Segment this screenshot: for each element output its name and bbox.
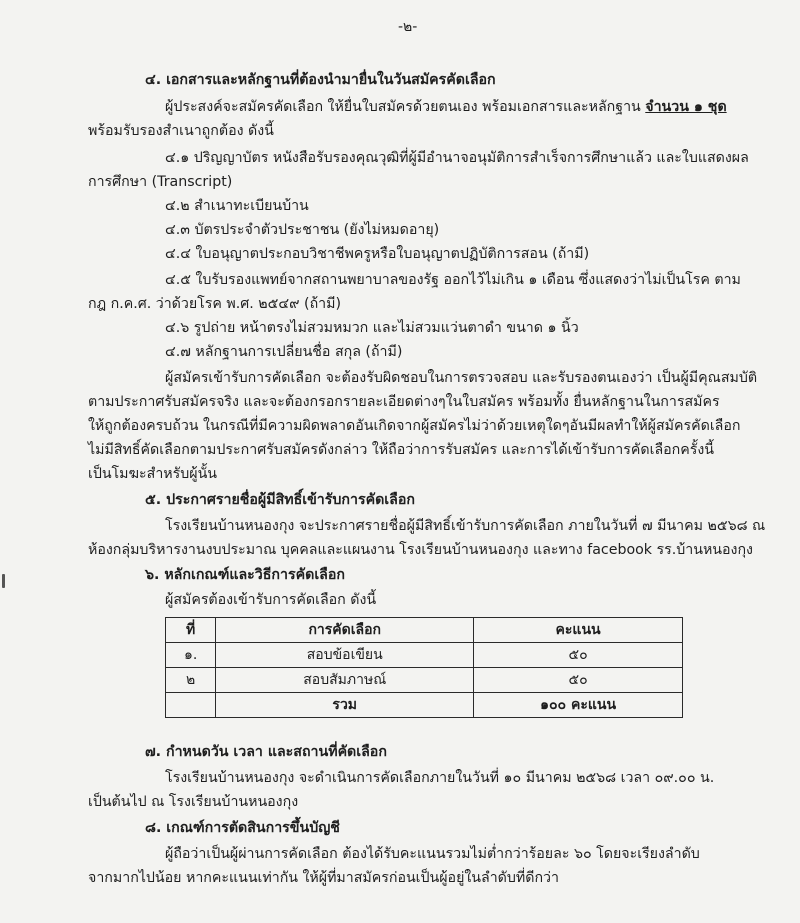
scoring-table — [165, 617, 683, 718]
row-score: ๕๐ — [474, 643, 683, 668]
section4-item3: ๔.๓ บัตรประจำตัวประชาชน (ยังไม่หมดอายุ) — [165, 222, 440, 238]
section4-paragraph-line2: ตามประกาศรับสมัครจริง และจะต้องกรอกรายละเอียดต่างๆในใบสมัคร พร้อมทั้ง ยื่นหลักฐานในการสมัคร — [88, 394, 720, 410]
section4-paragraph-line1: ผู้สมัครเข้ารับการคัดเลือก จะต้องรับผิดชอบในการตรวจสอบ และรับรองตนเองว่า เป็นผู้มีคุณสมบัติ — [165, 370, 758, 386]
row-number: ๒ — [166, 668, 216, 693]
section8-line1: ผู้ถือว่าเป็นผู้ผ่านการคัดเลือก ต้องได้รับคะแนนรวมไม่ต่ำกว่าร้อยละ ๖๐ โดยจะเรียงลำดับ — [165, 846, 700, 862]
row-number: ๑. — [166, 643, 216, 668]
row-selection: สอบสัมภาษณ์ — [216, 668, 474, 693]
table-header-row — [166, 618, 683, 643]
section5-line1: โรงเรียนบ้านหนองกุง จะประกาศรายชื่อผู้มีสิทธิ์เข้ารับการคัดเลือก ภายในวันที่ ๗ มีนาคม ๒๕๖๘ ณ — [165, 518, 766, 534]
section4-paragraph-line4: ไม่มีสิทธิ์คัดเลือกตามประกาศรับสมัครดังกล่าว ให้ถือว่าการรับสมัคร และการได้เข้ารับการคัดเลือกครั้งนี้ — [88, 442, 714, 458]
section4-item5-line2: กฎ ก.ค.ศ. ว่าด้วยโรค พ.ศ. ๒๕๔๙ (ถ้ามี) — [88, 296, 342, 312]
row-selection: สอบข้อเขียน — [216, 643, 474, 668]
row-score: ๕๐ — [474, 668, 683, 693]
section7-line1: โรงเรียนบ้านหนองกุง จะดำเนินการคัดเลือกภายในวันที่ ๑๐ มีนาคม ๒๕๖๘ เวลา ๐๙.๐๐ น. — [165, 770, 715, 786]
section5-line2: ห้องกลุ่มบริหารงานงบประมาณ บุคคลและแผนงาน โรงเรียนบ้านหนองกุง และทาง facebook รร.บ้านหนองกุง — [88, 542, 753, 558]
section4-paragraph-line5: เป็นโมฆะสำหรับผู้นั้น — [88, 466, 217, 482]
section5-heading: ๕. ประกาศรายชื่อผู้มีสิทธิ์เข้ารับการคัดเลือก — [145, 492, 415, 508]
page-number: -๒- — [398, 19, 418, 35]
section4-item5-line1: ๔.๕ ใบรับรองแพทย์จากสถานพยาบาลของรัฐ ออกไว้ไม่เกิน ๑ เดือน ซึ่งแสดงว่าไม่เป็นโรค ตาม — [165, 272, 741, 288]
section4-item1-line2: การศึกษา (Transcript) — [88, 174, 233, 190]
table-row — [166, 643, 683, 668]
section4-paragraph-line3: ให้ถูกต้องครบถ้วน ในกรณีที่มีความผิดพลาดอันเกิดจากผู้สมัครไม่ว่าด้วยเหตุใดๆอันมีผลทำให้ผู้สมัครคัดเลือก — [88, 418, 741, 434]
table-total-row — [166, 693, 683, 718]
total-blank — [166, 693, 216, 718]
section7-heading: ๗. กำหนดวัน เวลา และสถานที่คัดเลือก — [145, 744, 387, 760]
total-value: ๑๐๐ คะแนน — [474, 693, 683, 718]
section4-intro-text: ผู้ประสงค์จะสมัครคัดเลือก ให้ยื่นใบสมัครด้วยตนเอง พร้อมเอกสารและหลักฐาน — [165, 99, 641, 115]
punch-mark — [2, 574, 5, 588]
header-score: คะแนน — [474, 618, 683, 643]
section4-intro-line1 — [165, 97, 727, 117]
header-selection: การคัดเลือก — [216, 618, 474, 643]
section4-item4: ๔.๔ ใบอนุญาตประกอบวิชาชีพครูหรือใบอนุญาตปฏิบัติการสอน (ถ้ามี) — [165, 246, 590, 262]
table-row — [166, 668, 683, 693]
section4-item7: ๔.๗ หลักฐานการเปลี่ยนชื่อ สกุล (ถ้ามี) — [165, 344, 403, 360]
section4-item2: ๔.๒ สำเนาทะเบียนบ้าน — [165, 198, 309, 214]
section4-heading: ๔. เอกสารและหลักฐานที่ต้องนำมายื่นในวันสมัครคัดเลือก — [145, 72, 496, 88]
section6-heading: ๖. หลักเกณฑ์และวิธีการคัดเลือก — [145, 567, 345, 583]
section8-heading: ๘. เกณฑ์การตัดสินการขึ้นบัญชี — [145, 820, 340, 836]
header-number: ที่ — [166, 618, 216, 643]
section4-intro-quantity: จำนวน ๑ ชุด — [645, 99, 727, 115]
section4-item6: ๔.๖ รูปถ่าย หน้าตรงไม่สวมหมวก และไม่สวมแว่นตาดำ ขนาด ๑ นิ้ว — [165, 320, 579, 336]
section7-line2: เป็นต้นไป ณ โรงเรียนบ้านหนองกุง — [88, 794, 299, 810]
total-label: รวม — [216, 693, 474, 718]
section4-item1-line1: ๔.๑ ปริญญาบัตร หนังสือรับรองคุณวุฒิที่ผู้มีอำนาจอนุมัติการสำเร็จการศึกษาแล้ว และใบแสดงผล — [165, 150, 749, 166]
section6-intro: ผู้สมัครต้องเข้ารับการคัดเลือก ดังนี้ — [165, 592, 377, 608]
section8-line2: จากมากไปน้อย หากคะแนนเท่ากัน ให้ผู้ที่มาสมัครก่อนเป็นผู้อยู่ในลำดับที่ดีกว่า — [88, 870, 559, 886]
section4-intro-line2: พร้อมรับรองสำเนาถูกต้อง ดังนี้ — [88, 123, 274, 139]
